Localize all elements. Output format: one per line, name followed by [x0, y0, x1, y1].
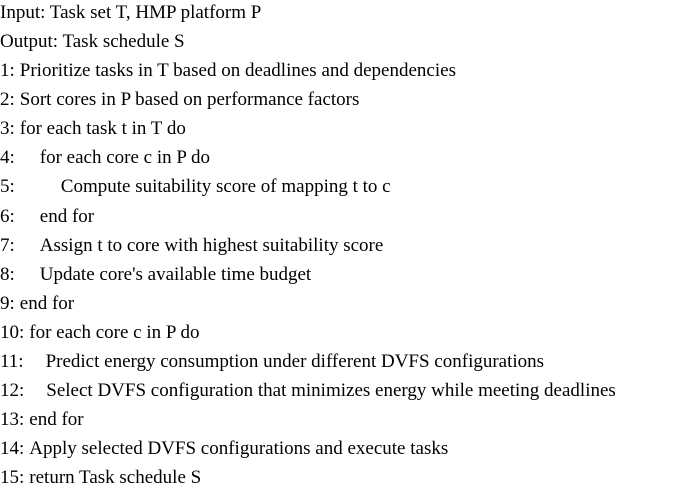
step-text: Predict energy consumption under different DVFS configurations: [45, 351, 545, 372]
step-text: for each task t in T do: [19, 118, 186, 140]
step-number: 9:: [0, 292, 15, 314]
step-text: Prioritize tasks in T based on deadlines and dependencies: [19, 60, 456, 81]
step-text: for each core c in P do: [39, 147, 211, 169]
step-number: 3:: [0, 118, 15, 140]
step-number: 5:: [0, 176, 15, 198]
algorithm-step: [0, 351, 544, 373]
algorithm-step: [0, 176, 391, 198]
step-number: 6:: [0, 205, 15, 227]
step-number: 15:: [0, 467, 25, 489]
algorithm-step: [0, 89, 359, 111]
step-number: 2:: [0, 89, 15, 111]
step-number: 13:: [0, 409, 25, 431]
algorithm-step: [0, 467, 201, 489]
step-number: 10:: [0, 321, 25, 343]
step-text: end for: [29, 409, 84, 431]
step-text: Compute suitability score of mapping t to c: [60, 176, 391, 198]
algorithm-step: [0, 118, 186, 140]
step-number: 1:: [0, 60, 15, 81]
step-text: end for: [19, 292, 75, 314]
step-text: Select DVFS configuration that minimizes energy while meeting deadlines: [46, 380, 616, 402]
algorithm-step: [0, 206, 94, 228]
algorithm-step: [0, 322, 200, 344]
algorithm-step: [0, 380, 616, 402]
step-text: Apply selected DVFS configurations and execute tasks: [29, 438, 449, 460]
step-text: return Task schedule S: [29, 467, 202, 489]
step-number: 14:: [0, 438, 25, 460]
algorithm-step: [0, 264, 311, 286]
algorithm-output: Output: Task schedule S: [0, 31, 185, 52]
step-number: 12:: [0, 380, 25, 402]
step-text: Update core's available time budget: [39, 263, 312, 285]
algorithm-step: [0, 409, 84, 431]
step-number: 11:: [0, 351, 24, 372]
algorithm-step: [0, 293, 74, 315]
step-number: 8:: [0, 263, 15, 285]
step-number: 4:: [0, 147, 15, 169]
step-number: 7:: [0, 234, 15, 256]
algorithm-step: [0, 438, 448, 460]
step-text: end for: [39, 205, 95, 227]
algorithm-step: [0, 235, 383, 257]
step-text: Sort cores in P based on performance factors: [19, 89, 360, 111]
step-text: Assign t to core with highest suitability score: [39, 234, 384, 256]
step-text: for each core c in P do: [29, 321, 200, 343]
algorithm-step: [0, 60, 456, 82]
algorithm-input: Input: Task set T, HMP platform P: [0, 2, 262, 23]
algorithm-step: [0, 147, 210, 169]
